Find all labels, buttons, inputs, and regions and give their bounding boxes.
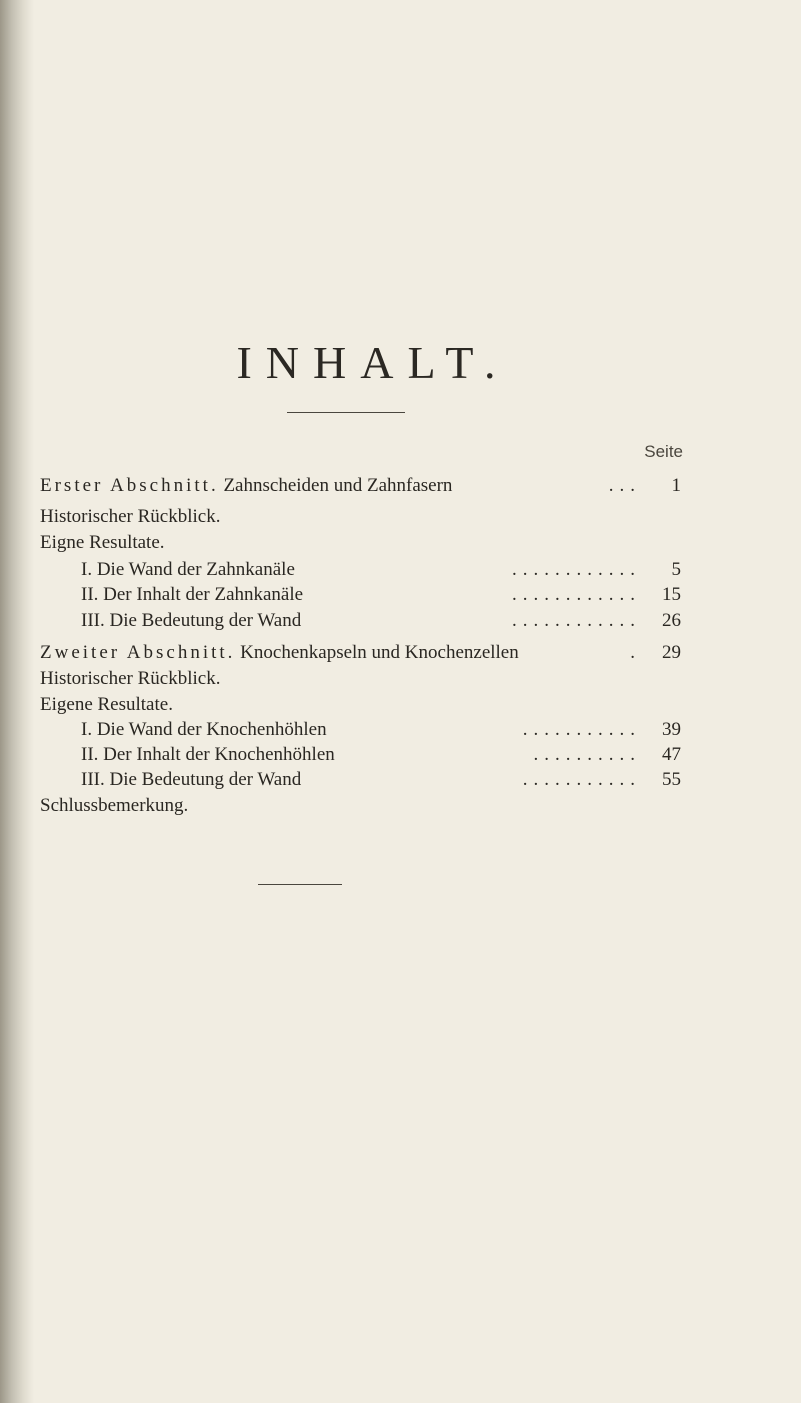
toc-plain-entry: Historischer Rückblick. (40, 506, 221, 527)
title-rule (287, 412, 405, 413)
toc-entry (81, 719, 681, 741)
toc-entry-label: I. Die Wand der Zahnkanäle (81, 559, 295, 580)
page-number: 47 (662, 744, 681, 765)
toc-entry (81, 744, 681, 766)
dot-leader: .......... (533, 744, 641, 765)
toc-entry (81, 584, 681, 606)
page-number: 55 (662, 769, 681, 790)
dot-leader: ............ (512, 610, 641, 631)
toc-entry (81, 559, 681, 581)
section-title-rest: Zahnscheiden und Zahnfasern (218, 475, 453, 496)
page-number: 5 (671, 559, 681, 580)
page-number: 1 (671, 475, 681, 496)
toc-plain-entry: Eigne Resultate. (40, 532, 165, 553)
closing-rule (258, 884, 342, 885)
toc-plain-entry: Historischer Rückblick. (40, 668, 221, 689)
toc-entry (81, 610, 681, 632)
page-number: 29 (662, 642, 681, 663)
toc-plain-entry: Eigene Resultate. (40, 694, 173, 715)
dot-leader: ........... (522, 719, 641, 740)
toc-entry (81, 769, 681, 791)
dot-leader: . (630, 642, 641, 663)
dot-leader: ............ (512, 584, 641, 605)
toc-entry-label: II. Der Inhalt der Knochenhöhlen (81, 744, 335, 765)
page-number: 39 (662, 719, 681, 740)
toc-closing-entry: Schlussbemerkung. (40, 795, 189, 816)
toc-section-heading (40, 642, 681, 664)
toc-entry-label: I. Die Wand der Knochenhöhlen (81, 719, 327, 740)
toc-section-heading (40, 475, 681, 497)
toc-entry-label: II. Der Inhalt der Zahnkanäle (81, 584, 304, 605)
section-title-rest: Knochenkapseln und Knochenzellen (235, 642, 519, 663)
dot-leader: ... (608, 475, 641, 496)
dot-leader: ........... (522, 769, 641, 790)
page-number: 15 (662, 584, 681, 605)
section-title-spaced: Erster Abschnitt. (40, 475, 219, 496)
page-number: 26 (662, 610, 681, 631)
toc-entry-label: III. Die Bedeutung der Wand (81, 769, 302, 790)
section-title-spaced: Zweiter Abschnitt. (40, 642, 236, 663)
page-edge-shadow (0, 0, 34, 1403)
page-title: INHALT. (236, 337, 510, 388)
dot-leader: ............ (512, 559, 641, 580)
toc-entry-label: III. Die Bedeutung der Wand (81, 610, 302, 631)
column-label-seite: Seite (644, 442, 683, 461)
